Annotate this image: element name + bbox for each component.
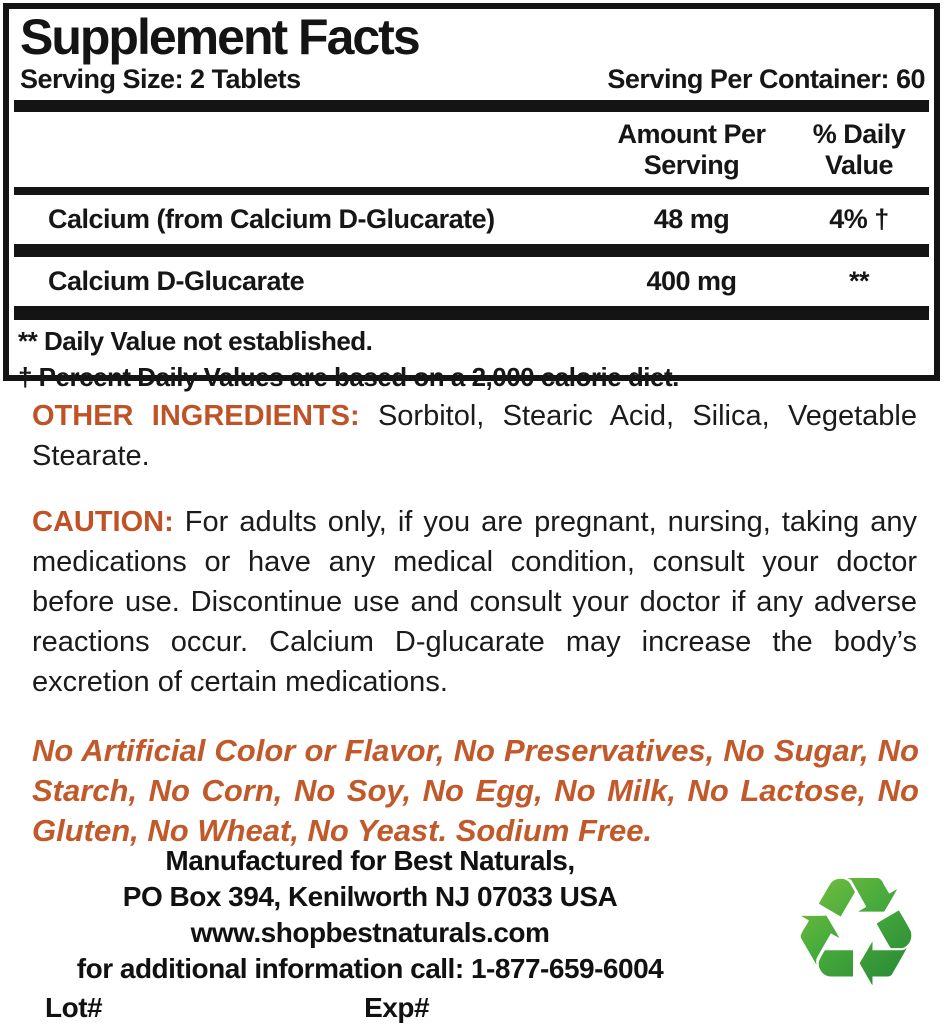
nutrient-dv: 4% † (829, 204, 889, 234)
lot-exp-row (20, 990, 720, 1026)
recycle-icon: ♻ (787, 844, 925, 1021)
caution-label: CAUTION: (32, 506, 174, 538)
supplement-facts-panel (3, 3, 940, 392)
footnote-dv-not-established: ** Daily Value not established. (18, 326, 373, 356)
manufacturer-block (20, 843, 720, 1026)
table-header-row (14, 112, 929, 187)
other-ingredients-paragraph (32, 396, 917, 476)
percent-daily-value-header: % Daily Value (812, 119, 906, 180)
nutrient-amount: 400 mg (646, 266, 737, 296)
divider-bar (14, 244, 929, 257)
footnotes (14, 320, 929, 395)
nutrient-name: Calcium D-Glucarate (48, 266, 305, 296)
serving-info-row (20, 64, 925, 95)
table-row (14, 195, 929, 244)
serving-size: Serving Size: 2 Tablets (20, 64, 301, 94)
panel-title: Supplement Facts (20, 9, 419, 65)
other-ingredients-label: OTHER INGREDIENTS: (32, 400, 360, 432)
exp-label: Exp# (364, 992, 430, 1023)
nutrient-amount: 48 mg (653, 204, 730, 234)
divider-bar (14, 100, 929, 112)
table-row (14, 257, 929, 306)
address-line: PO Box 394, Kenilworth NJ 07033 USA (122, 881, 618, 912)
website-line: www.shopbestnaturals.com (190, 917, 550, 948)
caution-paragraph (32, 502, 917, 702)
caution-text: For adults only, if you are pregnant, nursing, taking any medications or have any medical condition, consult your doctor before use. Discontinue use and consult your doctor if any adverse reactions occur. Calcium D-glucarate may increase the body’s excretion of certain medications. (32, 506, 918, 698)
phone-line: for additional information call: 1-877-659-6004 (76, 953, 664, 984)
free-of-claims: No Artificial Color or Flavor, No Preservatives, No Sugar, No Starch, No Corn, No Soy, No Egg, No Milk, No Lactose, No Gluten, No Wheat, No Yeast. Sodium Free. (32, 733, 919, 848)
manufactured-for-line: Manufactured for Best Naturals, (165, 845, 575, 876)
nutrient-dv: ** (848, 266, 869, 296)
servings-per-container: Serving Per Container: 60 (607, 64, 925, 94)
divider-bar (14, 187, 929, 195)
footnote-percent-dv: † Percent Daily Values are based on a 2,000 calorie diet. (18, 362, 679, 392)
amount-per-serving-header: Amount Per Serving (617, 119, 766, 180)
nutrient-name: Calcium (from Calcium D-Glucarate) (48, 204, 495, 234)
label-body (0, 396, 947, 851)
lot-label: Lot# (45, 992, 103, 1023)
other-ingredients-text: Sorbitol, Stearic Acid, Silica, Vegetable Stearate. (32, 400, 917, 472)
divider-bar (14, 306, 929, 320)
